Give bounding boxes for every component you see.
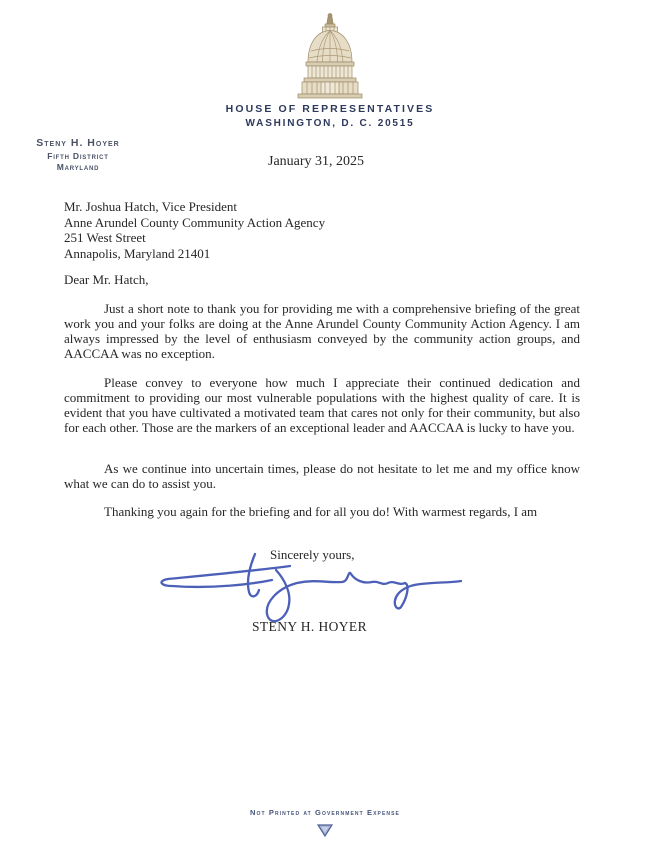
footer-notice: Not Printed at Government Expense (250, 808, 400, 817)
letterhead-washington-line: WASHINGTON, D. C. 20515 (245, 118, 415, 129)
recipient-line: Annapolis, Maryland 21401 (64, 245, 211, 261)
body-paragraph-2: Please convey to everyone how much I appreciate their continued dedication and commitment to providing our most vulnerable populations with the highest quality of care. It is evident that you have cultivated a motivated team that cares not only for their community, but also for each other. Those are the markers of an exceptional leader and AACCAA is lucky to have you. (64, 375, 580, 435)
body-paragraph-1: Just a short note to thank you for providing me with a comprehensive briefing of the great work you and your folks are doing at the Anne Arundel County Community Action Agency. I am always impressed by the level of enthusiasm conveyed by the community action groups, and AACCAA was no exception. (64, 301, 580, 361)
recipient-address (64, 199, 325, 261)
letter-date: January 31, 2025 (268, 154, 365, 169)
union-bug-icon (317, 824, 333, 842)
member-district: Fifth District (47, 151, 109, 161)
letterhead-house-line: HOUSE OF REPRESENTATIVES (225, 103, 435, 115)
salutation: Dear Mr. Hatch, (64, 272, 149, 287)
capitol-dome-icon (295, 12, 365, 105)
recipient-line: Mr. Joshua Hatch, Vice President (64, 199, 238, 214)
body-paragraph-3: As we continue into uncertain times, please do not hesitate to let me and my office know what we can do to assist you. (64, 461, 580, 491)
valediction: Sincerely yours, (270, 547, 355, 562)
body-paragraph-4: Thanking you again for the briefing and for all you do! With warmest regards, I am (104, 504, 538, 519)
member-state: Maryland (56, 162, 100, 172)
member-block (16, 137, 140, 172)
recipient-line: 251 West Street (64, 230, 146, 246)
member-name: Steny H. Hoyer (36, 137, 120, 149)
recipient-line: Anne Arundel County Community Action Agency (64, 214, 326, 230)
typed-signature-name: STENY H. HOYER (252, 619, 367, 634)
